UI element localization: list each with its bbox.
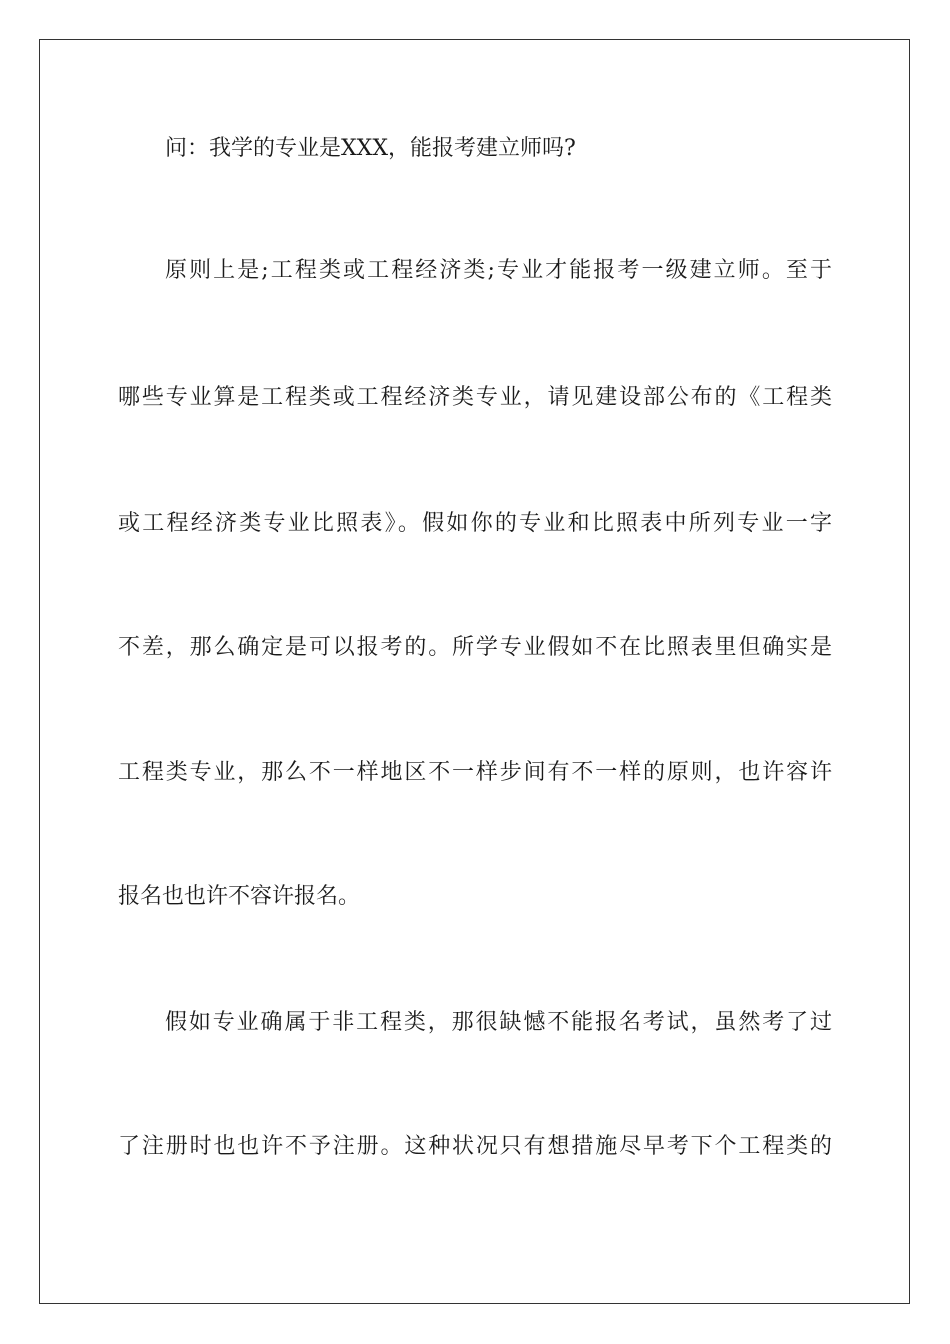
page-border — [39, 39, 910, 1304]
paragraph-line: 假如专业确属于非工程类，那很缺憾不能报名考试，虽然考了过 — [165, 1010, 832, 1035]
paragraph-line: 原则上是;工程类或工程经济类;专业才能报考一级建立师。至于 — [165, 258, 832, 283]
paragraph-line: 了注册时也也许不予注册。这种状况只有想措施尽早考下个工程类的 — [118, 1134, 832, 1159]
paragraph-line: 哪些专业算是工程类或工程经济类专业，请见建设部公布的《工程类 — [118, 385, 832, 410]
question-line: 问：我学的专业是XXX，能报考建立师吗? — [165, 136, 576, 161]
paragraph-line: 报名也也许不容许报名。 — [118, 884, 361, 909]
paragraph-line: 或工程经济类专业比照表》。假如你的专业和比照表中所列专业一字 — [118, 511, 832, 536]
paragraph-line: 不差，那么确定是可以报考的。所学专业假如不在比照表里但确实是 — [118, 635, 832, 660]
paragraph-line: 工程类专业，那么不一样地区不一样步间有不一样的原则，也许容许 — [118, 760, 832, 785]
